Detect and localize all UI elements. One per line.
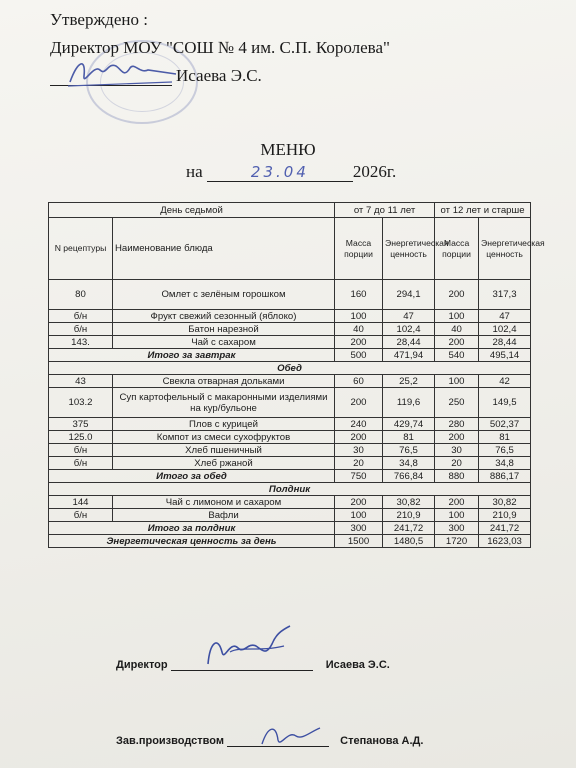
age-group-1: от 7 до 11 лет xyxy=(335,203,435,218)
energy-12-plus: 30,82 xyxy=(479,496,531,509)
dish-header: Наименование блюда xyxy=(113,218,335,280)
energy-7-11: 34,8 xyxy=(383,457,435,470)
mass-7-11: 100 xyxy=(335,509,383,522)
mass-7-11: 60 xyxy=(335,375,383,388)
mass-12-plus: 200 xyxy=(435,336,479,349)
mass-12-plus: 200 xyxy=(435,496,479,509)
footer-producer-name: Степанова А.Д. xyxy=(340,735,424,747)
menu-date-line xyxy=(186,162,396,182)
footer-director-title: Директор xyxy=(116,659,168,671)
energy-7-11: 25,2 xyxy=(383,375,435,388)
section-title: Полдник xyxy=(49,483,531,496)
total-mass-7-11: 500 xyxy=(335,349,383,362)
energy-12-plus: 210,9 xyxy=(479,509,531,522)
mass-7-11: 160 xyxy=(335,280,383,310)
lunch-total-row xyxy=(49,470,531,483)
date-prefix: на xyxy=(186,162,203,181)
director-signature-line xyxy=(171,656,313,671)
energy-header-2: Энергетическая ценность xyxy=(479,218,531,280)
mass-7-11: 20 xyxy=(335,457,383,470)
recipe-number: 43 xyxy=(49,375,113,388)
recipe-number: 125.0 xyxy=(49,431,113,444)
table-row xyxy=(49,496,531,509)
table-row xyxy=(49,336,531,349)
total-mass-12-plus: 880 xyxy=(435,470,479,483)
energy-12-plus: 149,5 xyxy=(479,388,531,418)
energy-12-plus: 76,5 xyxy=(479,444,531,457)
table-row xyxy=(49,509,531,522)
energy-7-11: 119,6 xyxy=(383,388,435,418)
mass-12-plus: 40 xyxy=(435,323,479,336)
total-mass-7-11: 1500 xyxy=(335,535,383,548)
age-group-2: от 12 лет и старше xyxy=(435,203,531,218)
weekday-cell: День седьмой xyxy=(49,203,335,218)
total-label: Итого за полдник xyxy=(49,522,335,535)
dish-name: Чай с лимоном и сахаром xyxy=(113,496,335,509)
mass-12-plus: 200 xyxy=(435,280,479,310)
total-energy-12-plus: 1623,03 xyxy=(479,535,531,548)
energy-7-11: 47 xyxy=(383,310,435,323)
energy-7-11: 76,5 xyxy=(383,444,435,457)
dish-name: Суп картофельный с макаронными изделиями на кур/бульоне xyxy=(113,388,335,418)
mass-7-11: 40 xyxy=(335,323,383,336)
dish-name: Омлет с зелёным горошком xyxy=(113,280,335,310)
header-row-columns xyxy=(49,218,531,280)
date-year: 2026г. xyxy=(352,162,397,181)
mass-12-plus: 280 xyxy=(435,418,479,431)
dish-name: Чай с сахаром xyxy=(113,336,335,349)
energy-7-11: 28,44 xyxy=(383,336,435,349)
menu-title: МЕНЮ xyxy=(260,140,316,159)
table-row xyxy=(49,375,531,388)
recipe-number: 143. xyxy=(49,336,113,349)
mass-header-1: Масса порции xyxy=(335,218,383,280)
table-row xyxy=(49,280,531,310)
director-approval-line xyxy=(50,66,262,86)
total-label: Энергетическая ценность за день xyxy=(49,535,335,548)
section-title: Обед xyxy=(49,362,531,375)
mass-header-2: Масса порции xyxy=(435,218,479,280)
recipe-header: N рецептуры xyxy=(49,218,113,280)
approved-label: Утверждено : xyxy=(50,10,148,29)
mass-7-11: 240 xyxy=(335,418,383,431)
mass-7-11: 30 xyxy=(335,444,383,457)
table-row xyxy=(49,431,531,444)
total-energy-12-plus: 495,14 xyxy=(479,349,531,362)
mass-12-plus: 200 xyxy=(435,431,479,444)
energy-7-11: 81 xyxy=(383,431,435,444)
total-energy-12-plus: 241,72 xyxy=(479,522,531,535)
mass-12-plus: 250 xyxy=(435,388,479,418)
footer-director xyxy=(116,656,390,671)
total-mass-12-plus: 540 xyxy=(435,349,479,362)
dish-name: Компот из смеси сухофруктов xyxy=(113,431,335,444)
dish-name: Свекла отварная дольками xyxy=(113,375,335,388)
mass-12-plus: 100 xyxy=(435,375,479,388)
day-total-row xyxy=(49,535,531,548)
energy-7-11: 210,9 xyxy=(383,509,435,522)
recipe-number: б/н xyxy=(49,457,113,470)
mass-12-plus: 100 xyxy=(435,310,479,323)
total-label: Итого за обед xyxy=(49,470,335,483)
dish-name: Хлеб ржаной xyxy=(113,457,335,470)
total-energy-7-11: 1480,5 xyxy=(383,535,435,548)
footer-producer-title: Зав.производством xyxy=(116,735,225,747)
total-mass-12-plus: 1720 xyxy=(435,535,479,548)
date-handwritten: 23.04 xyxy=(207,163,353,182)
recipe-number: б/н xyxy=(49,509,113,522)
energy-12-plus: 502,37 xyxy=(479,418,531,431)
menu-table-body xyxy=(49,203,545,548)
snack-total-row xyxy=(49,522,531,535)
recipe-number: 375 xyxy=(49,418,113,431)
total-mass-7-11: 300 xyxy=(335,522,383,535)
total-energy-7-11: 241,72 xyxy=(383,522,435,535)
total-energy-12-plus: 886,17 xyxy=(479,470,531,483)
total-energy-7-11: 766,84 xyxy=(383,470,435,483)
recipe-number: б/н xyxy=(49,310,113,323)
approval-signature-line xyxy=(50,69,172,86)
dish-name: Фрукт свежий сезонный (яблоко) xyxy=(113,310,335,323)
snack-section-row xyxy=(49,483,531,496)
table-row xyxy=(49,323,531,336)
table-row xyxy=(49,418,531,431)
table-row xyxy=(49,310,531,323)
energy-12-plus: 28,44 xyxy=(479,336,531,349)
mass-12-plus: 30 xyxy=(435,444,479,457)
mass-7-11: 100 xyxy=(335,310,383,323)
dish-name: Батон нарезной xyxy=(113,323,335,336)
mass-7-11: 200 xyxy=(335,496,383,509)
energy-12-plus: 81 xyxy=(479,431,531,444)
energy-7-11: 429,74 xyxy=(383,418,435,431)
total-mass-12-plus: 300 xyxy=(435,522,479,535)
footer-director-name: Исаева Э.С. xyxy=(325,659,390,671)
mass-7-11: 200 xyxy=(335,431,383,444)
energy-12-plus: 47 xyxy=(479,310,531,323)
energy-12-plus: 34,8 xyxy=(479,457,531,470)
producer-signature-line xyxy=(227,732,329,747)
energy-12-plus: 42 xyxy=(479,375,531,388)
total-mass-7-11: 750 xyxy=(335,470,383,483)
table-row xyxy=(49,444,531,457)
total-label: Итого за завтрак xyxy=(49,349,335,362)
dish-name: Вафли xyxy=(113,509,335,522)
mass-7-11: 200 xyxy=(335,336,383,349)
recipe-number: 80 xyxy=(49,280,113,310)
table-row xyxy=(49,388,531,418)
breakfast-total-row xyxy=(49,349,531,362)
table-row xyxy=(49,457,531,470)
mass-7-11: 200 xyxy=(335,388,383,418)
energy-7-11: 30,82 xyxy=(383,496,435,509)
lunch-section-row xyxy=(49,362,531,375)
recipe-number: 144 xyxy=(49,496,113,509)
director-position: Директор МОУ "СОШ № 4 им. С.П. Королева" xyxy=(50,38,390,57)
energy-header-1: Энергетическая ценность xyxy=(383,218,435,280)
energy-12-plus: 317,3 xyxy=(479,280,531,310)
dish-name: Плов с курицей xyxy=(113,418,335,431)
energy-7-11: 294,1 xyxy=(383,280,435,310)
recipe-number: б/н xyxy=(49,323,113,336)
header-row-top xyxy=(49,203,531,218)
dish-name: Хлеб пшеничный xyxy=(113,444,335,457)
mass-12-plus: 20 xyxy=(435,457,479,470)
director-name: Исаева Э.С. xyxy=(176,66,262,85)
energy-7-11: 102,4 xyxy=(383,323,435,336)
footer-producer xyxy=(116,732,423,747)
mass-12-plus: 100 xyxy=(435,509,479,522)
energy-12-plus: 102,4 xyxy=(479,323,531,336)
recipe-number: б/н xyxy=(49,444,113,457)
recipe-number: 103.2 xyxy=(49,388,113,418)
menu-table xyxy=(48,202,545,548)
total-energy-7-11: 471,94 xyxy=(383,349,435,362)
